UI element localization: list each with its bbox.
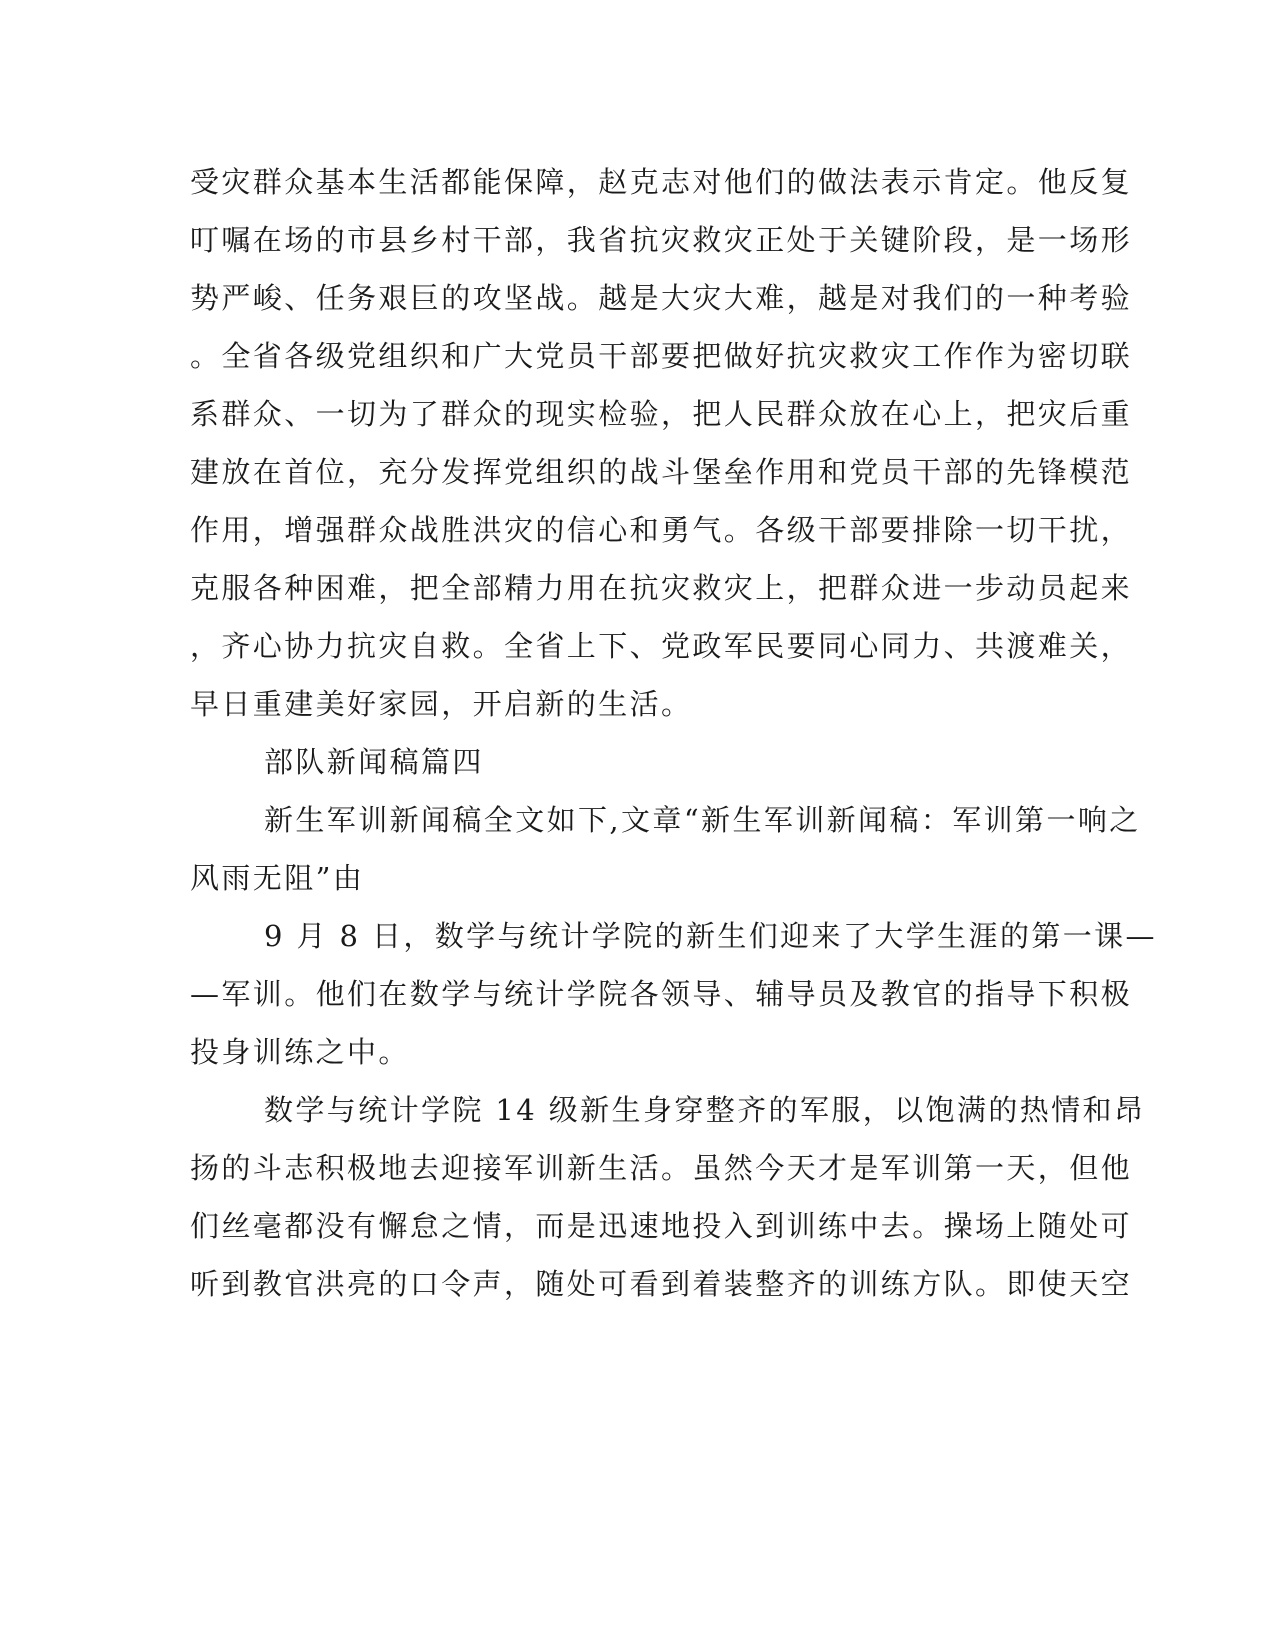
body-text-line: 克服各种困难，把全部精力用在抗灾救灾上，把群众进一步动员起来: [190, 571, 1133, 605]
body-text-line: ，齐心协力抗灾自救。全省上下、党政军民要同心同力、共渡难关，: [190, 629, 1133, 663]
body-text-line: 投身训练之中。: [190, 1035, 410, 1069]
body-text-line: 。全省各级党组织和广大党员干部要把做好抗灾救灾工作作为密切联: [190, 339, 1133, 373]
body-text-line: 听到教官洪亮的口令声，随处可看到着装整齐的训练方队。即使天空: [190, 1267, 1133, 1301]
body-text-line: 作用，增强群众战胜洪灾的信心和勇气。各级干部要排除一切干扰，: [190, 513, 1133, 547]
body-text-line: 们丝毫都没有懈怠之情，而是迅速地投入到训练中去。操场上随处可: [190, 1209, 1133, 1243]
body-text-line: 势严峻、任务艰巨的攻坚战。越是大灾大难，越是对我们的一种考验: [190, 281, 1133, 315]
body-text-line: 风雨无阻”由: [190, 861, 365, 895]
body-text-line: 建放在首位，充分发挥党组织的战斗堡垒作用和党员干部的先锋模范: [190, 455, 1133, 489]
body-text-line: 新生军训新闻稿全文如下,文章“新生军训新闻稿：军训第一响之: [264, 803, 1141, 837]
body-text-line: 9 月 8 日，数学与统计学院的新生们迎来了大学生涯的第一课—: [264, 919, 1157, 953]
body-text-line: —军训。他们在数学与统计学院各领导、辅导员及教官的指导下积极: [190, 977, 1133, 1011]
body-text-line: 扬的斗志积极地去迎接军训新生活。虽然今天才是军训第一天，但他: [190, 1151, 1133, 1185]
body-text-line: 叮嘱在场的市县乡村干部，我省抗灾救灾正处于关键阶段，是一场形: [190, 223, 1133, 257]
body-text-line: 早日重建美好家园，开启新的生活。: [190, 687, 693, 721]
body-text-line: 数学与统计学院 14 级新生身穿整齐的军服，以饱满的热情和昂: [264, 1093, 1146, 1127]
body-text-line: 系群众、一切为了群众的现实检验，把人民群众放在心上，把灾后重: [190, 397, 1133, 431]
body-text-line: 受灾群众基本生活都能保障，赵克志对他们的做法表示肯定。他反复: [190, 165, 1133, 199]
section-heading: 部队新闻稿篇四: [264, 745, 484, 779]
